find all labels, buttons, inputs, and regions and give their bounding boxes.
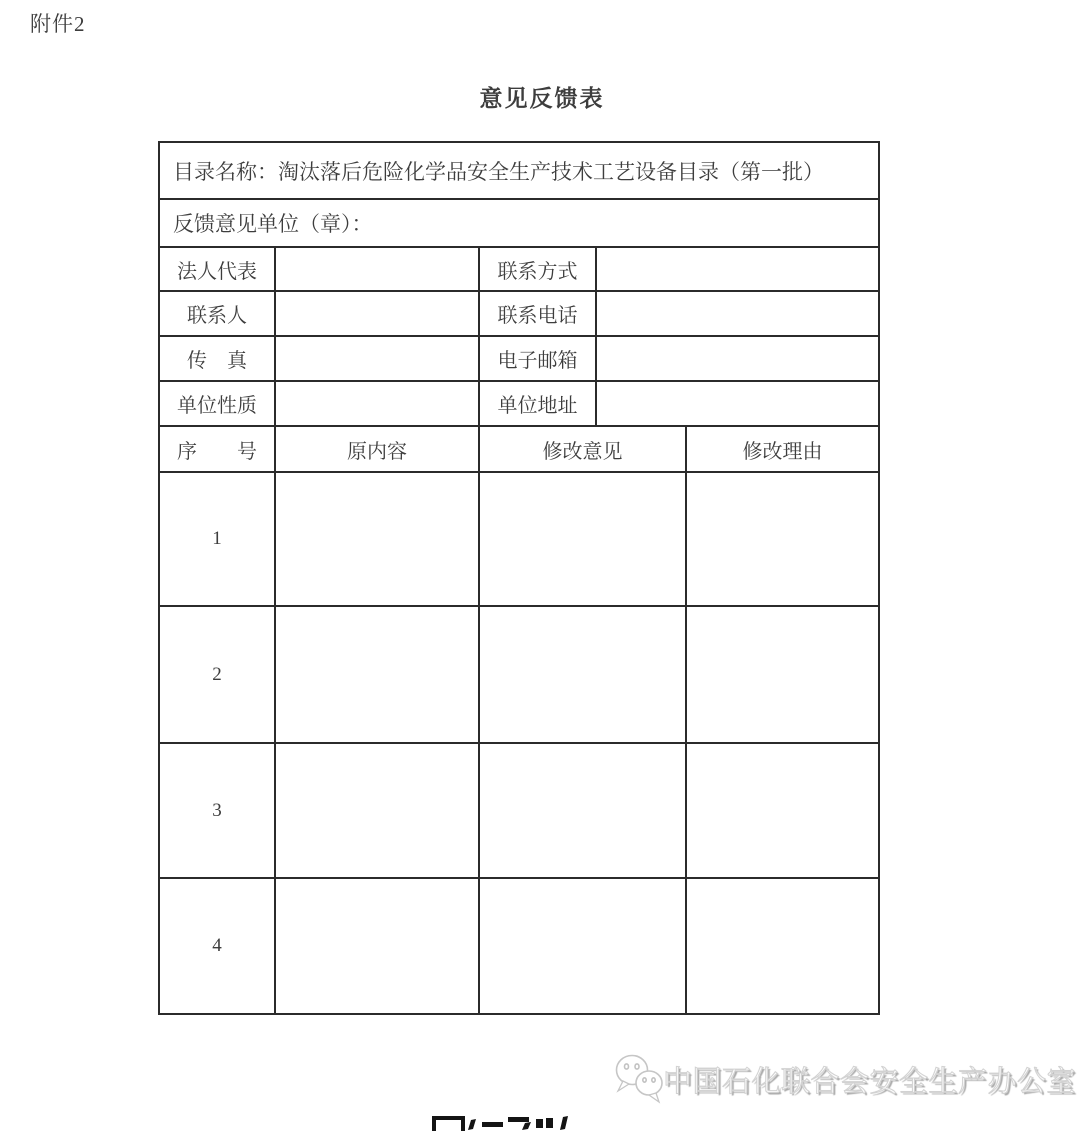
revision-row-3 bbox=[160, 742, 878, 877]
row-2-suggestion bbox=[478, 607, 685, 742]
row-1-original bbox=[274, 473, 478, 605]
contact-phone-value bbox=[595, 292, 878, 335]
table-row-contact-person bbox=[160, 290, 878, 335]
header-revision-reason: 修改理由 bbox=[685, 427, 878, 471]
contact-method-label: 联系方式 bbox=[478, 248, 595, 290]
unit-type-label: 单位性质 bbox=[177, 395, 257, 417]
revision-row-4 bbox=[160, 877, 878, 1013]
contact-phone-label: 联系电话 bbox=[478, 292, 595, 335]
row-3-suggestion bbox=[478, 744, 685, 877]
revision-header-row bbox=[160, 425, 878, 471]
revision-row-2 bbox=[160, 605, 878, 742]
fax-label: 传 真 bbox=[187, 350, 247, 372]
legal-rep-value bbox=[274, 248, 478, 290]
row-2-number: 2 bbox=[212, 663, 222, 685]
revision-row-1 bbox=[160, 471, 878, 605]
unit-address-label: 单位地址 bbox=[478, 382, 595, 425]
header-revision-suggestion: 修改意见 bbox=[478, 427, 685, 471]
row-3-number: 3 bbox=[212, 799, 222, 821]
email-label: 电子邮箱 bbox=[478, 337, 595, 380]
attachment-label: 附件2 bbox=[30, 12, 86, 36]
row-3-reason bbox=[685, 744, 878, 877]
feedback-form-table bbox=[158, 141, 880, 1015]
row-3-original bbox=[274, 744, 478, 877]
official-account-name: 中国石化联合会安全生产办公室 bbox=[663, 1066, 1077, 1098]
row-4-original bbox=[274, 879, 478, 1013]
row-4-suggestion bbox=[478, 879, 685, 1013]
contact-person-value bbox=[274, 292, 478, 335]
header-serial-no: 序 号 bbox=[177, 440, 257, 463]
row-4-reason bbox=[685, 879, 878, 1013]
header-original-content: 原内容 bbox=[274, 427, 478, 471]
page-title: 意见反馈表 bbox=[479, 86, 605, 111]
table-row-unit bbox=[160, 198, 878, 246]
table-row-legal-rep bbox=[160, 246, 878, 290]
row-1-reason bbox=[685, 473, 878, 605]
catalog-name-cell: 目录名称：淘汰落后危险化学品安全生产技术工艺设备目录（第一批） bbox=[173, 159, 824, 184]
fax-value bbox=[274, 337, 478, 380]
legal-rep-label: 法人代表 bbox=[177, 260, 257, 283]
contact-method-value bbox=[595, 248, 878, 290]
unit-type-value bbox=[274, 382, 478, 425]
table-row-fax bbox=[160, 335, 878, 380]
row-1-number: 1 bbox=[212, 528, 222, 549]
table-row-unit-type bbox=[160, 380, 878, 425]
cropped-bottom-logo bbox=[428, 1114, 578, 1136]
table-row-catalog bbox=[160, 143, 878, 198]
row-2-original bbox=[274, 607, 478, 742]
row-1-suggestion bbox=[478, 473, 685, 605]
row-2-reason bbox=[685, 607, 878, 742]
feedback-unit-cell: 反馈意见单位（章）： bbox=[173, 212, 373, 236]
unit-address-value bbox=[595, 382, 878, 425]
wechat-logo-icon bbox=[607, 1049, 669, 1112]
row-4-number: 4 bbox=[212, 935, 222, 956]
email-value bbox=[595, 337, 878, 380]
contact-person-label: 联系人 bbox=[187, 305, 247, 327]
